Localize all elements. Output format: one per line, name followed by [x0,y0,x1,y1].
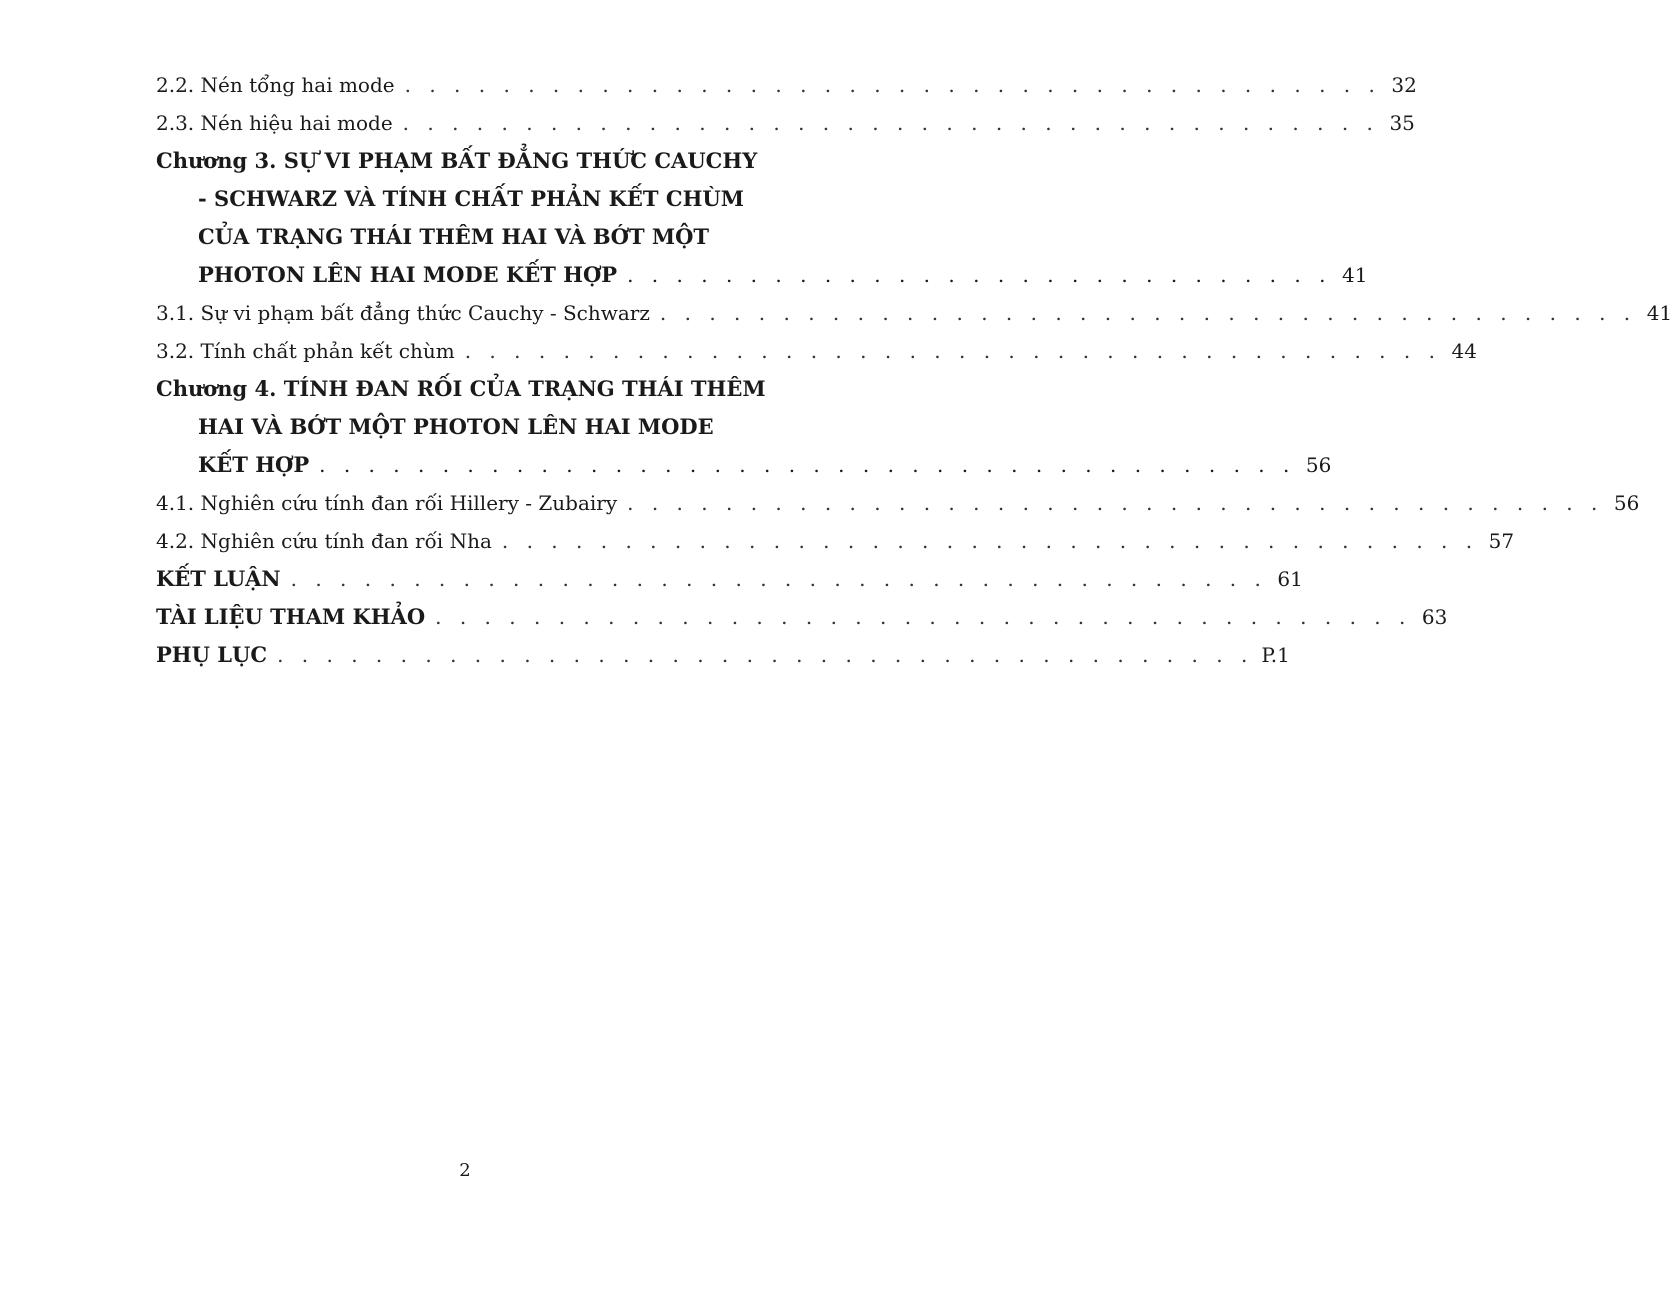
dot-leader: . . . . . . . . . . . . . . . . . . . . . . . . . . . . . . . . . . . . . . . . [659,301,1637,325]
chapter-title-last-line [156,256,1368,294]
toc-entry-page: P.1 [1261,643,1290,667]
chapter-title-last-line [156,446,1332,484]
toc-entry-2-3[interactable] [156,104,1415,142]
toc-entry-page: 63 [1421,605,1448,629]
toc-chapter-3[interactable] [156,142,1368,294]
toc-entry-4-2[interactable] [156,522,1515,560]
chapter-title-line: HAI VÀ BỚT MỘT PHOTON LÊN HAI MODE [198,414,714,439]
dot-leader: . . . . . . . . . . . . . . . . . . . . . . . . . . . . . . . . . . . . . . . . [319,453,1296,477]
toc-entry-page: 56 [1305,453,1332,477]
toc-entry-title: 3.2. Tính chất phản kết chùm [156,339,455,363]
toc-entry-2-2[interactable] [156,66,1417,104]
toc-entry-title: 4.1. Nghiên cứu tính đan rối Hillery - Zubairy [156,491,618,515]
toc-entry-page: 41 [1646,301,1672,325]
toc-entry-page: 41 [1342,263,1368,287]
dot-leader: . . . . . . . . . . . . . . . . . . . . . . . . . . . . . . . . . . . . . . . . [404,73,1381,97]
toc-entry-title: TÀI LIỆU THAM KHẢO [156,604,426,629]
toc-entry-appendix[interactable] [156,636,1290,674]
toc-entry-references[interactable] [156,598,1448,636]
chapter-title-line: PHOTON LÊN HAI MODE KẾT HỢP [198,262,618,287]
dot-leader: . . . . . . . . . . . . . . . . . . . . . . . . . . . . . . . . . . . . . . . . [464,339,1441,363]
toc-entry-title: 2.3. Nén hiệu hai mode [156,111,393,135]
toc-entry-page: 61 [1277,567,1303,591]
toc-entry-title: 2.2. Nén tổng hai mode [156,73,395,97]
dot-leader: . . . . . . . . . . . . . . . . . . . . . . . . . . . . . . . . . . . . . . . . [435,605,1412,629]
toc-chapter-4[interactable] [156,370,1332,484]
toc-entry-title: 4.2. Nghiên cứu tính đan rối Nha [156,529,492,553]
toc-entry-title: PHỤ LỤC [156,642,268,667]
table-of-contents [156,66,1672,674]
toc-entry-page: 44 [1451,339,1477,363]
chapter-title-line: Chương 3. SỰ VI PHẠM BẤT ĐẲNG THỨC CAUCHY [156,148,758,173]
page-number: 2 [459,1160,471,1181]
toc-entry-page: 32 [1391,73,1417,97]
toc-entry-title: KẾT LUẬN [156,566,281,591]
toc-entry-3-1[interactable] [156,294,1672,332]
dot-leader: . . . . . . . . . . . . . . . . . . . . . . . . . . . . . . . . . . . . . . . . [501,529,1479,553]
chapter-title-line: KẾT HỢP [198,452,310,477]
chapter-title-line: CỦA TRẠNG THÁI THÊM HAI VÀ BỚT MỘT [198,224,710,249]
toc-entry-page: 56 [1613,491,1640,515]
toc-entry-4-1[interactable] [156,484,1640,522]
toc-entry-3-2[interactable] [156,332,1477,370]
dot-leader: . . . . . . . . . . . . . . . . . . . . . . . . . . . . . . . . . . . . . . . . [290,567,1267,591]
dot-leader: . . . . . . . . . . . . . . . . . . . . . . . . . . . . . . . . . . . . . . . . [277,643,1254,667]
dot-leader: . . . . . . . . . . . . . . . . . . . . . . . . . . . . . . . . . . . . . . . . [402,111,1379,135]
dot-leader: . . . . . . . . . . . . . . . . . . . . . . . . . . . . . . . . . . . . . . . . [627,491,1604,515]
dot-leader: . . . . . . . . . . . . . . . . . . . . . . . . . . . . . [627,263,1332,287]
toc-entry-page: 57 [1488,529,1515,553]
toc-entry-page: 35 [1389,111,1415,135]
chapter-title-line: Chương 4. TÍNH ĐAN RỐI CỦA TRẠNG THÁI THÊM [156,376,766,401]
toc-entry-title: 3.1. Sự vi phạm bất đẳng thức Cauchy - Schwarz [156,301,650,325]
toc-entry-conclusion[interactable] [156,560,1303,598]
chapter-title-line: - SCHWARZ VÀ TÍNH CHẤT PHẢN KẾT CHÙM [198,186,744,211]
